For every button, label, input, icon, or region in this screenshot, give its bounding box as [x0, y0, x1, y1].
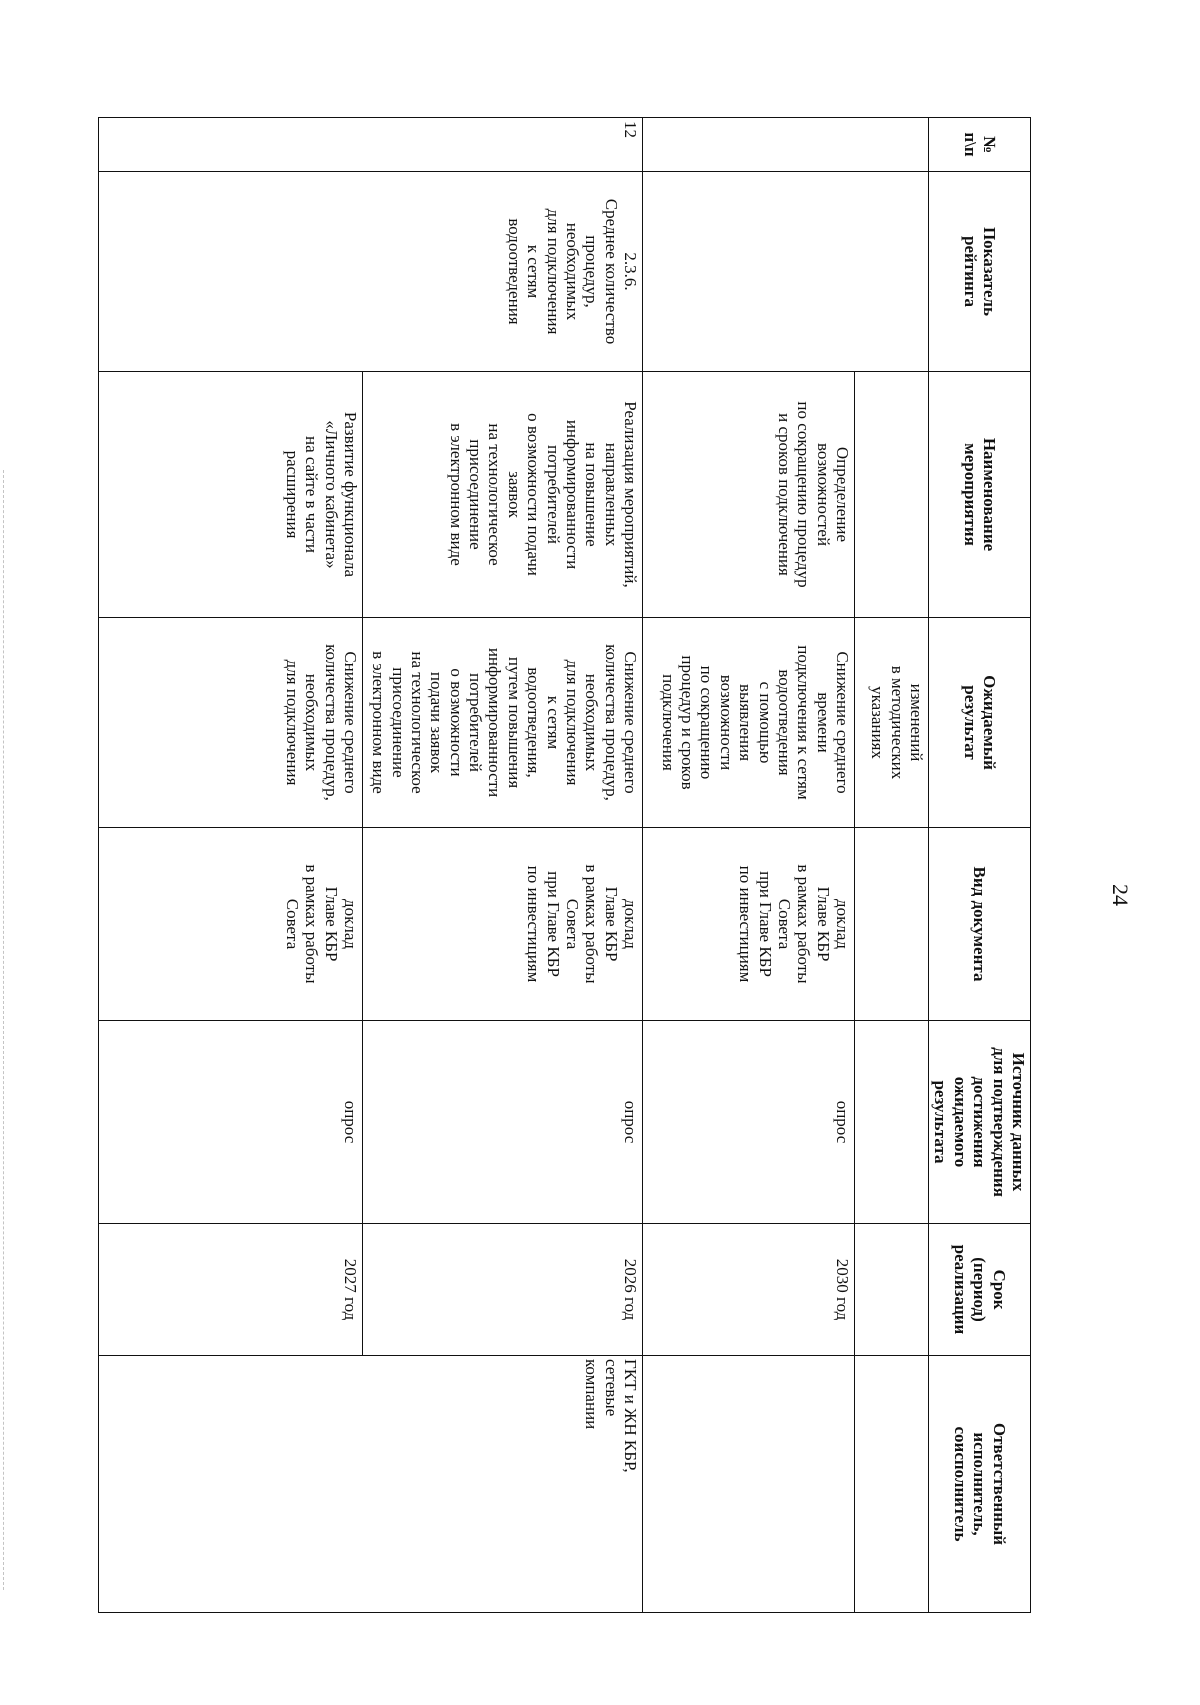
header-cell-result: Ожидаемый результат: [929, 618, 1031, 828]
header-cell-indicator: Показатель рейтинга: [929, 172, 1031, 372]
header-cell-source: Источник данных для подтверждения достижения ожидаемого результата: [929, 1021, 1031, 1224]
doc-type-cell: доклад Главе КБР в рамках работы Совета: [99, 828, 363, 1021]
source-cell-continued: [855, 1021, 929, 1224]
period-cell-continued: [855, 1224, 929, 1356]
header-cell-doc-type: Вид документа: [929, 828, 1031, 1021]
indicator-cell-empty: [643, 172, 929, 372]
page-number: 24: [1108, 884, 1133, 906]
result-cell-continued: изменений в методических указаниях: [855, 618, 929, 828]
source-cell: опрос: [99, 1021, 363, 1224]
result-cell: Снижение среднего количества процедур, необходимых для подключения к сетям водоотведения, путем повышения информированности потребителей о возможности подачи заявок на технологическое присоединение в электронном виде: [363, 618, 643, 828]
activity-cell-continued: [855, 372, 929, 618]
measures-table: [98, 117, 1031, 1613]
activity-cell: Реализация мероприятий, направленных на повышение информированности потребителей о возможности подачи заявок на технологическое присоединение в электронном виде: [363, 372, 643, 618]
source-cell: опрос: [363, 1021, 643, 1224]
period-cell: 2026 год: [363, 1224, 643, 1356]
row-number-cell: 12: [99, 118, 643, 172]
rotated-table-container: [146, 117, 1031, 1612]
responsible-cell-continued: [855, 1356, 929, 1613]
result-cell: Снижение среднего времени подключения к сетям водоотведения с помощью выявления возможности по сокращению процедур и сроков подключения: [643, 618, 855, 828]
period-cell: 2027 год: [99, 1224, 363, 1356]
table-row: [363, 118, 643, 1613]
header-cell-period: Срок (период) реализации: [929, 1224, 1031, 1356]
responsible-cell-empty: [643, 1356, 855, 1613]
table-row: [855, 118, 929, 1613]
header-cell-responsible: Ответственный исполнитель, соисполнитель: [929, 1356, 1031, 1613]
header-cell-activity: Наименование мероприятия: [929, 372, 1031, 618]
scan-edge-mark: [3, 470, 4, 1590]
doc-type-cell: доклад Главе КБР в рамках работы Совета при Главе КБР по инвестициям: [643, 828, 855, 1021]
result-cell: Снижение среднего количества процедур, необходимых для подключения: [99, 618, 363, 828]
source-cell: опрос: [643, 1021, 855, 1224]
doc-type-cell: доклад Главе КБР в рамках работы Совета при Главе КБР по инвестициям: [363, 828, 643, 1021]
activity-cell: Развитие функционала «Личного кабинета» на сайте в части расширения: [99, 372, 363, 618]
activity-cell: Определение возможностей по сокращению процедур и сроков подключения: [643, 372, 855, 618]
header-cell-num: № п\п: [929, 118, 1031, 172]
indicator-cell: 2.3.6. Среднее количество процедур, необходимых для подключения к сетям водоотведения: [99, 172, 643, 372]
responsible-cell: ГКТ и ЖН КБР, сетевые компании: [99, 1356, 643, 1613]
doc-type-cell-continued: [855, 828, 929, 1021]
header-row: [929, 118, 1031, 1613]
num-cell-empty: [643, 118, 929, 172]
period-cell: 2030 год: [643, 1224, 855, 1356]
